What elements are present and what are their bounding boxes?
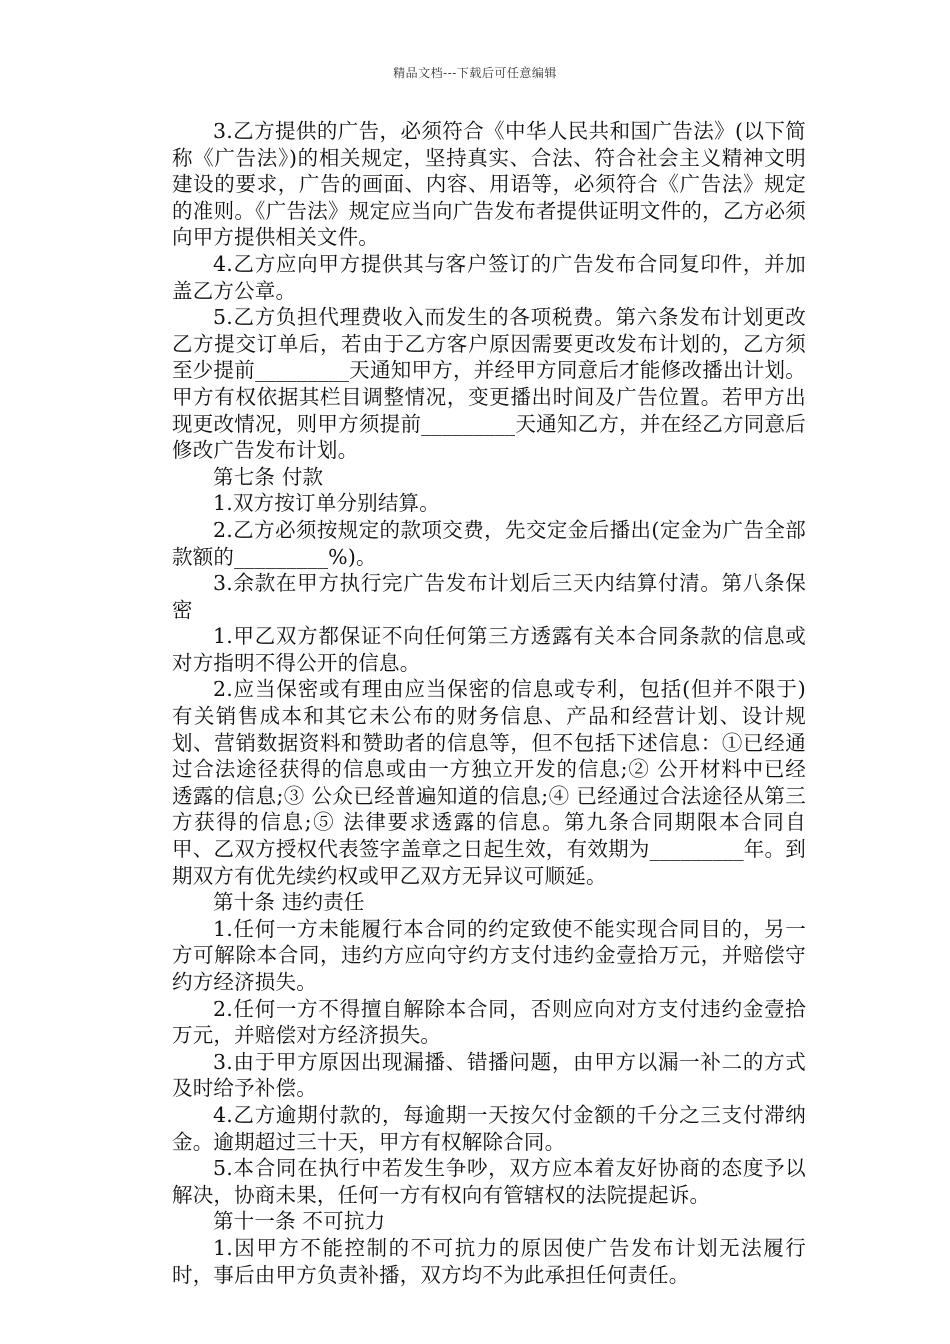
document-body [172,118,806,1288]
page-header: 精品文档---下载后可任意编辑 [393,66,557,80]
paragraph-force-majeure-1: 1.因甲方不能控制的不可抗力的原因使广告发布计划无法履行时，事后由甲方负责补播，双方均不为此承担任何责任。 [172,1235,806,1287]
paragraph-liability-4: 4.乙方逾期付款的，每逾期一天按欠付金额的千分之三支付滞纳金。逾期超过三十天，甲方有权解除合同。 [172,1102,806,1154]
paragraph-confidentiality-2: 2.应当保密或有理由应当保密的信息或专利，包括(但并不限于)有关销售成本和其它未公布的财务信息、产品和经营计划、设计规划、营销数据资料和赞助者的信息等，但不包括下述信息：①已经通过合法途径获得的信息或由一方独立开发的信息;② 公开材料中已经透露的信息;③ 公众已经普遍知道的信息;④ 已经通过合法途径从第三方获得的信息;⑤ 法律要求透露的信息。第九条合同期限本合同自甲、乙双方授权代表签字盖章之日起生效，有效期为_________年。到期双方有优先续约权或甲乙双方无异议可顺延。 [172,677,806,888]
paragraph-liability-3: 3.由于甲方原因出现漏播、错播问题，由甲方以漏一补二的方式及时给予补偿。 [172,1049,806,1101]
section-heading-payment: 第七条 付款 [213,464,324,489]
paragraph-liability-5: 5.本合同在执行中若发生争吵，双方应本着友好协商的态度予以解决，协商未果，任何一方有权向有管辖权的法院提起诉。 [172,1156,806,1207]
paragraph-taxes-schedule-change: 5.乙方负担代理费收入而发生的各项税费。第六条发布计划更改乙方提交订单后，若由于乙方客户原因需要更改发布计划的，乙方须至少提前_________天通知甲方，并经甲方同意后才能修改播出计划。甲方有权依据其栏目调整情况，变更播出时间及广告位置。若甲方出现更改情况，则甲方须提前_________天通知乙方，并在经乙方同意后修改广告发布计划。 [172,305,806,463]
paragraph-contract-copy: 4.乙方应向甲方提供其与客户签订的广告发布合同复印件，并加盖乙方公章。 [172,251,806,303]
paragraph-liability-1: 1.任何一方未能履行本合同的约定致使不能实现合同目的，另一方可解除本合同，违约方应向守约方支付违约金壹拾万元，并赔偿守约方经济损失。 [172,916,806,994]
section-heading-force-majeure: 第十一条 不可抗力 [213,1209,386,1234]
paragraph-payment-3: 3.余款在甲方执行完广告发布计划后三天内结算付清。第八条保密 [172,571,806,622]
paragraph-payment-2: 2.乙方必须按规定的款项交费，先交定金后播出(定金为广告全部款额的_________%)。 [172,517,806,569]
section-heading-liability: 第十条 违约责任 [213,890,365,915]
paragraph-liability-2: 2.任何一方不得擅自解除本合同，否则应向对方支付违约金壹拾万元，并赔偿对方经济损失。 [172,996,806,1048]
paragraph-confidentiality-1: 1.甲乙双方都保证不向任何第三方透露有关本合同条款的信息或对方指明不得公开的信息。 [172,624,806,675]
paragraph-payment-1: 1.双方按订单分别结算。 [213,491,440,516]
paragraph-ad-compliance: 3.乙方提供的广告，必须符合《中华人民共和国广告法》(以下简称《广告法》)的相关规定，坚持真实、合法、符合社会主义精神文明建设的要求，广告的画面、内容、用语等，必须符合《广告法》规定的准则。《广告法》规定应当向广告发布者提供证明文件的，乙方必须向甲方提供相关文件。 [172,119,806,250]
